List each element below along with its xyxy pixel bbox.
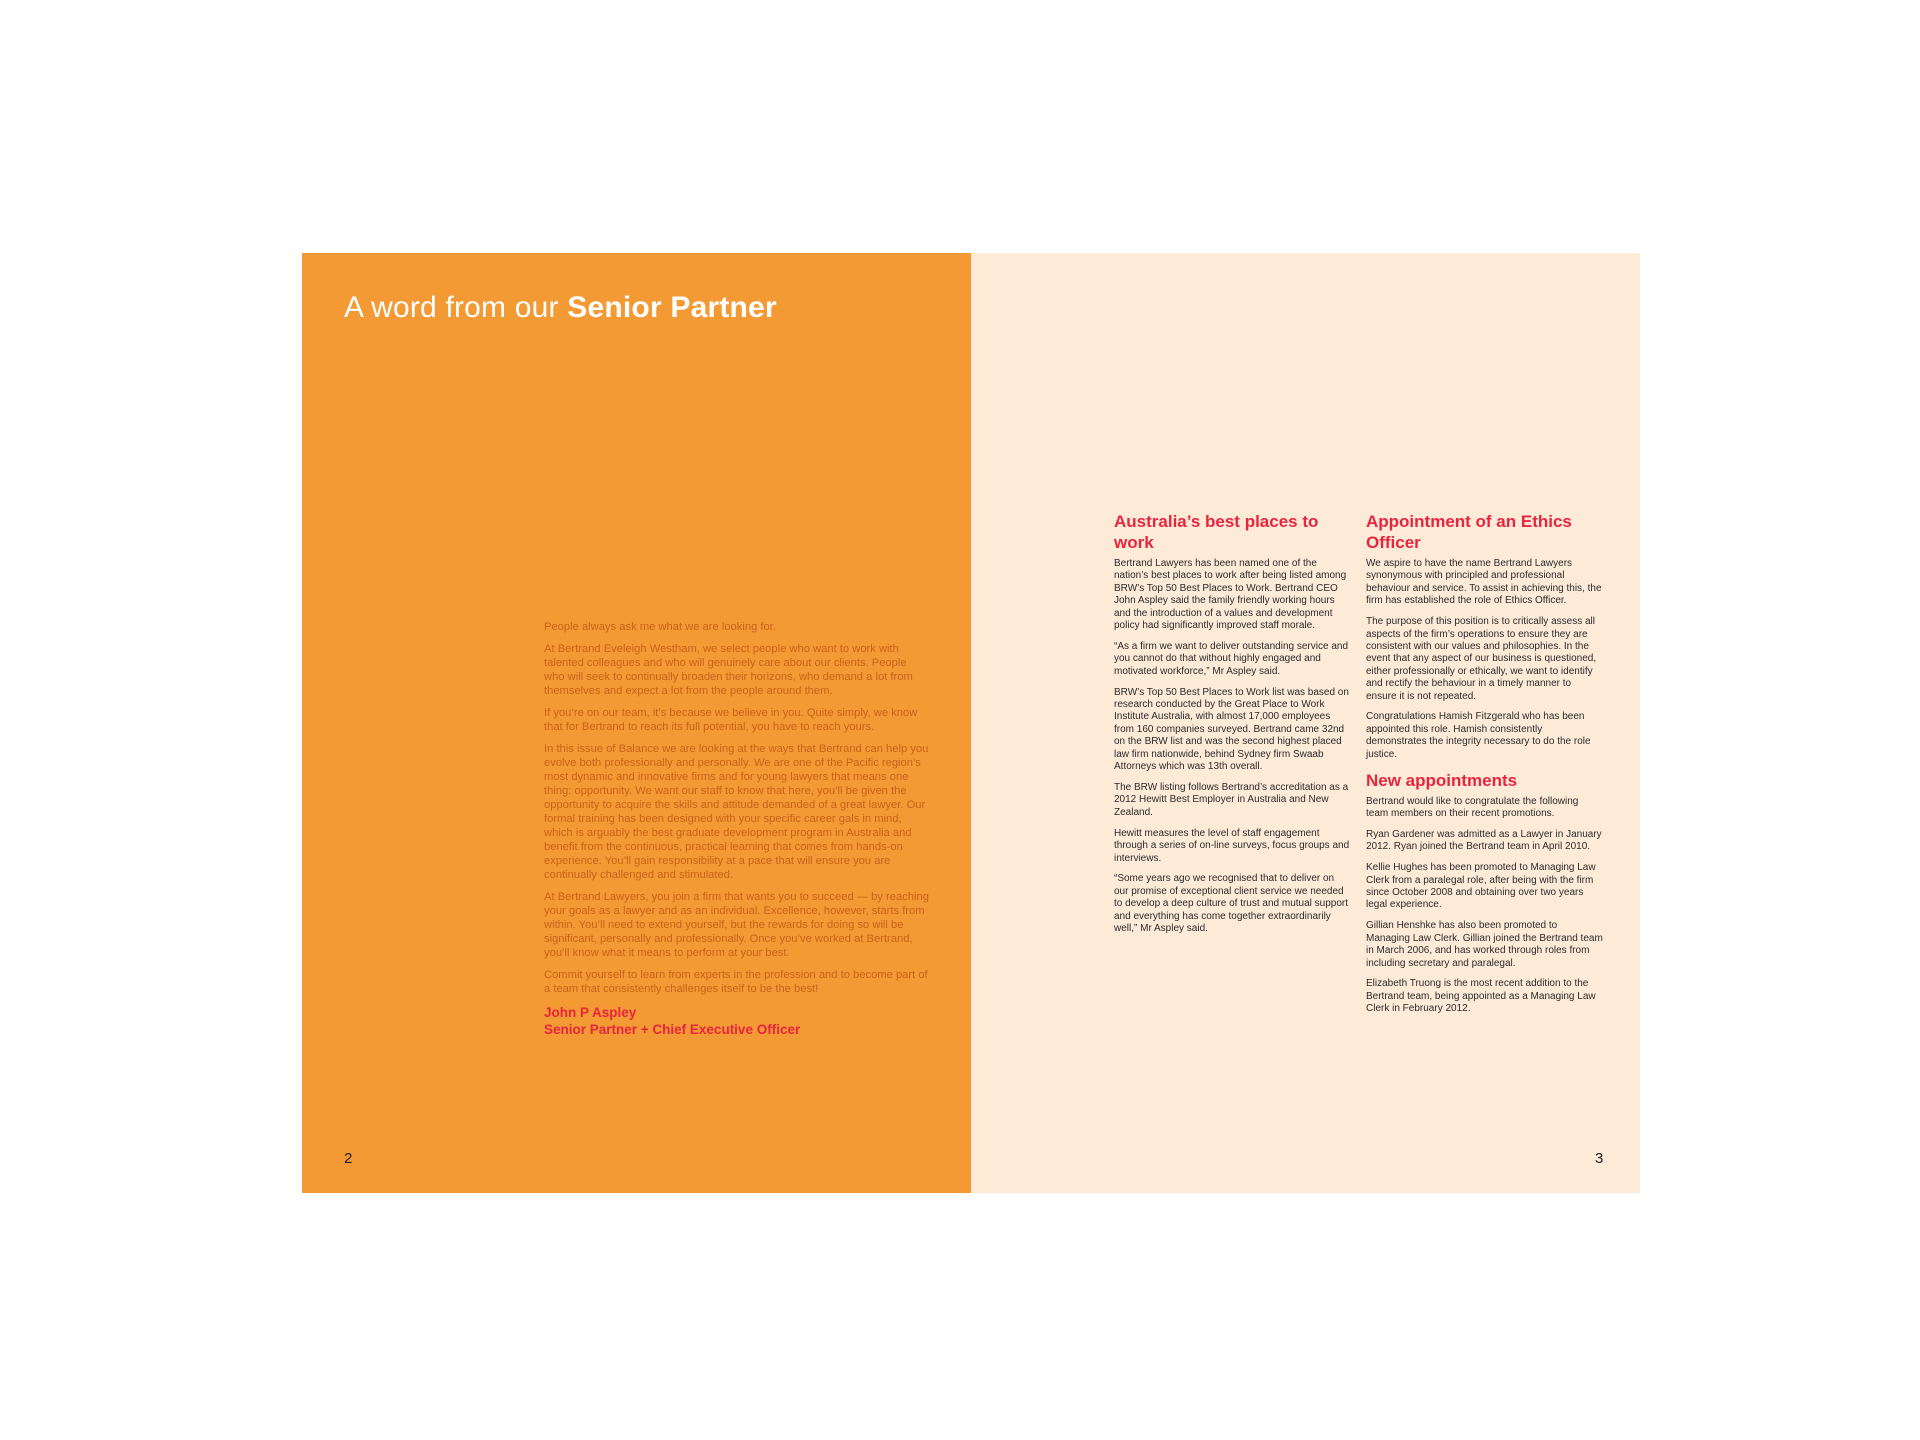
article-paragraph: The BRW listing follows Bertrand’s accreditation as a 2012 Hewitt Best Employer in Australia and New Zealand. [1114, 782, 1349, 818]
title-light: A word from our [344, 291, 568, 324]
article-heading-new-appointments: New appointments [1366, 770, 1518, 790]
letter-paragraph: In this issue of Balance we are looking at the ways that Bertrand can help you evolve both professionally and personally. We are one of the Pacific region’s most dynamic and innovative firms and for young lawyers that means one thing: opportunity. We want our staff to know that here, you’ll be given the opportunity to acquire the skills and attitude demanded of a great lawyer. Our formal training has been designed with your specific career gals in mind, which is arguably the best graduate development program in Australia and benefit from the continuous, practical learning that comes from hands-on experience. You’ll gain responsibility at a pace that will ensure you are continually challenged and stimulated. [544, 743, 929, 881]
signature-role: Senior Partner + Chief Executive Officer [544, 1022, 801, 1037]
article-best-places [1114, 511, 1351, 944]
page-number-right: 3 [1595, 1150, 1604, 1167]
letter-paragraph: Commit yourself to learn from experts in the profession and to become part of a team that consistently challenges itself to be the best! [544, 969, 928, 995]
article-heading: Australia’s best places to work [1114, 512, 1319, 552]
article-paragraph: “Some years ago we recognised that to deliver on our promise of exceptional client service we needed to develop a deep culture of trust and mutual support and everything has come together extraordinarily well,” Mr Aspley said. [1114, 873, 1349, 935]
article-paragraph: Gillian Henshke has also been promoted to Managing Law Clerk. Gillian joined the Bertrand team in March 2006, and has worked through roles from including secretary and paralegal. [1366, 920, 1603, 969]
article-paragraph: “As a firm we want to deliver outstanding service and you cannot do that without highly engaged and motivated workforce,” Mr Aspley said. [1114, 640, 1348, 677]
letter-paragraph: At Bertrand Eveleigh Westham, we select people who want to work with talented colleagues and who will genuinely care about our clients. People who will seek to continually broaden their horizons, who demand a lot from themselves and expect a lot from the people around them. [544, 643, 913, 697]
article-paragraph: Congratulations Hamish Fitzgerald who has been appointed this role. Hamish consistently demonstrates the integrity necessary to do the role justice. [1366, 711, 1591, 760]
letter-paragraph: People always ask me what we are looking for. [544, 621, 776, 633]
article-paragraph: Bertrand Lawyers has been named one of the nation’s best places to work after being listed among BRW’s Top 50 Best Places to Work. Bertrand CEO John Aspley said the family friendly working hours and the introduction of a values and development policy had significantly improved staff morale. [1114, 558, 1347, 632]
article-heading: Appointment of an Ethics Officer [1366, 512, 1572, 552]
title-bold: Senior Partner [567, 291, 777, 324]
article-paragraph: The purpose of this position is to critically assess all aspects of the firm’s operations to ensure they are consistent with our values and philosophies. In the event that any aspect of our business is questioned, either professionally or ethically, we want to identify and rectify the behaviour in a timely manner to ensure it is not repeated. [1366, 616, 1597, 702]
letter-paragraph: At Bertrand Lawyers, you join a firm that wants you to succeed — by reaching your goals as a lawyer and as an individual. Excellence, however, starts from within. You’ll need to extend yourself, but the rewards for doing so will be significant, personally and professionally. Once you’ve worked at Bertrand, you’ll know what it means to perform at your best. [544, 891, 929, 959]
page-title [344, 291, 777, 325]
letter-paragraph: If you’re on our team, it’s because we believe in you. Quite simply, we know that for Bertrand to reach its full potential, you have to reach yours. [544, 707, 918, 733]
magazine-spread [302, 253, 1640, 1193]
article-paragraph: BRW’s Top 50 Best Places to Work list was based on research conducted by the Great Place to Work Institute Australia, with almost 17,000 employees from 160 companies surveyed. Bertrand came 32nd on the BRW list and was the second highest placed law firm nationwide, behind Sydney firm Swaab Attorneys which was 13th overall. [1114, 686, 1349, 773]
right-page [971, 253, 1640, 1193]
article-paragraph: Elizabeth Truong is the most recent addition to the Bertrand team, being appointed as a Managing Law Clerk in February 2012. [1366, 978, 1596, 1015]
left-page [302, 253, 971, 1193]
article-paragraph: Ryan Gardener was admitted as a Lawyer in January 2012. Ryan joined the Bertrand team in April 2010. [1366, 828, 1602, 853]
signature-name: John P Aspley [544, 1005, 637, 1020]
page-number-left: 2 [344, 1150, 353, 1167]
article-paragraph: Hewitt measures the level of staff engagement through a series of on-line surveys, focus groups and interviews. [1114, 827, 1350, 864]
article-paragraph: We aspire to have the name Bertrand Lawyers synonymous with principled and professional behaviour and service. To assist in achieving this, the firm has established the role of Ethics Officer. [1366, 558, 1602, 607]
article-paragraph: Kellie Hughes has been promoted to Managing Law Clerk from a paralegal role, after being with the firm since October 2008 and obtaining over two years legal experience. [1366, 862, 1596, 911]
signature [544, 1004, 929, 1038]
article-ethics-officer [1366, 511, 1603, 1024]
article-paragraph: Bertrand would like to congratulate the following team members on their recent promotions. [1366, 795, 1579, 819]
partner-letter [544, 620, 929, 1038]
